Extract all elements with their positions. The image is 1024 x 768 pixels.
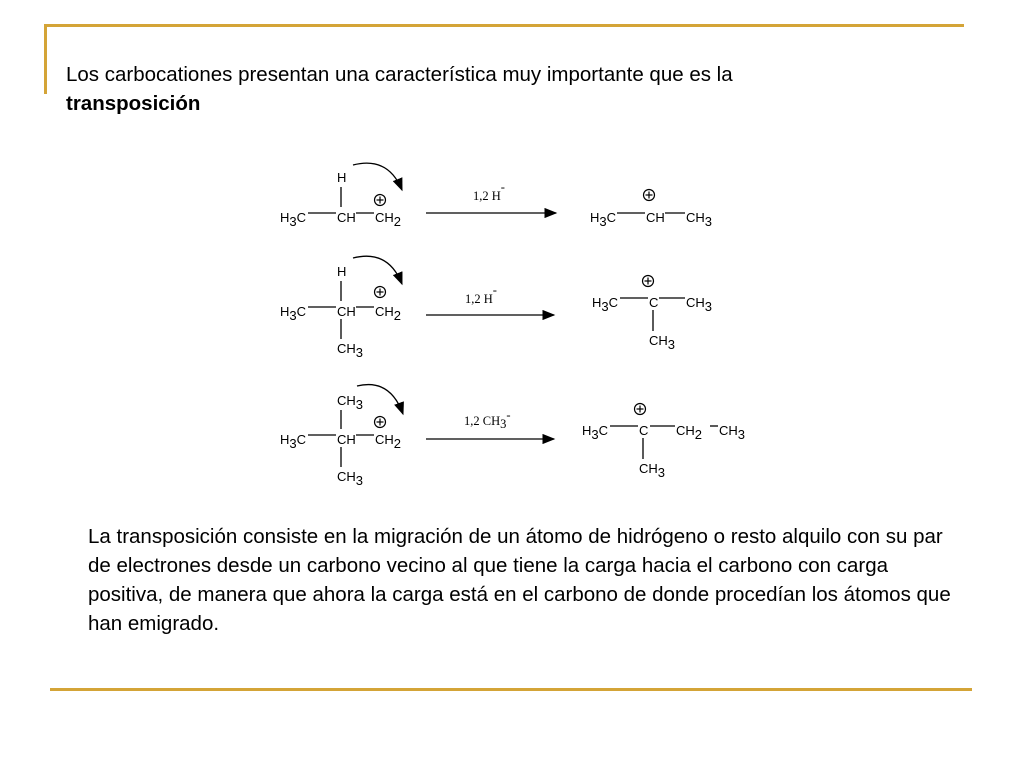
- r3-reactant-right-group: CH2: [375, 432, 402, 451]
- r1-reactant-left-group: H3C: [280, 210, 307, 229]
- r2-product-center: C: [649, 295, 659, 310]
- r3-charge-icon: [375, 417, 386, 428]
- r1-migrating-group: H: [337, 170, 347, 185]
- title-bold-term: transposición: [66, 92, 201, 115]
- r2-product-right-group: CH3: [686, 295, 713, 314]
- r2-reactant-left-group: H3C: [280, 304, 307, 323]
- r1-product-right-group: CH3: [686, 210, 713, 229]
- reaction-scheme: [260, 150, 760, 495]
- r3-product-far-right-group: CH3: [719, 423, 746, 442]
- r1-reactant-right-group: CH2: [375, 210, 402, 229]
- r3-product-right-group: CH2: [676, 423, 703, 442]
- r3-reactant-left-group: H3C: [280, 432, 307, 451]
- r3-migrating-group: CH3: [337, 393, 364, 412]
- r2-curved-arrow-icon: [353, 256, 402, 284]
- r1-reaction-label: 1,2 H-: [473, 180, 505, 203]
- bottom-rule: [50, 688, 972, 691]
- r2-reactant-center: CH: [337, 304, 356, 319]
- r2-migrating-group: H: [337, 264, 347, 279]
- r2-reactant-right-group: CH2: [375, 304, 402, 323]
- r1-product-charge-icon: [644, 190, 655, 201]
- r1-curved-arrow-icon: [353, 163, 402, 190]
- r3-product-center: C: [639, 423, 649, 438]
- r2-reactant-bottom-group: CH3: [337, 341, 364, 360]
- top-rule: [44, 24, 964, 27]
- r3-product-charge-icon: [635, 404, 646, 415]
- slide-title: [66, 60, 966, 118]
- r3-product-bottom-group: CH3: [639, 461, 666, 480]
- r3-product-left-group: H3C: [582, 423, 609, 442]
- r1-charge-icon: [375, 195, 386, 206]
- r2-product-charge-icon: [643, 276, 654, 287]
- r1-product-left-group: H3C: [590, 210, 617, 229]
- r3-reactant-bottom-group: CH3: [337, 469, 364, 488]
- r1-reactant-center: CH: [337, 210, 356, 225]
- r2-reaction-label: 1,2 H-: [465, 283, 497, 306]
- reaction-2: [280, 256, 712, 360]
- r2-product-bottom-group: CH3: [649, 333, 676, 352]
- reaction-3: [280, 385, 745, 488]
- title-text: Los carbocationes presentan una característica muy importante que es la: [66, 63, 733, 86]
- r2-charge-icon: [375, 287, 386, 298]
- r1-product-center: CH: [646, 210, 665, 225]
- slide-body-text: La transposición consiste en la migración de un átomo de hidrógeno o resto alquilo con su par de electrones desde un carbono vecino al que tiene la carga hacia el carbono con carga positiva, de manera que ahora la carga está en el carbono de donde procedían los átomos que han emigrado.: [88, 525, 951, 635]
- left-rule: [44, 24, 47, 94]
- r2-product-left-group: H3C: [592, 295, 619, 314]
- reaction-1: [280, 163, 712, 229]
- r3-curved-arrow-icon: [357, 385, 403, 414]
- r3-reaction-label: 1,2 CH3-: [464, 408, 511, 431]
- r3-reactant-center: CH: [337, 432, 356, 447]
